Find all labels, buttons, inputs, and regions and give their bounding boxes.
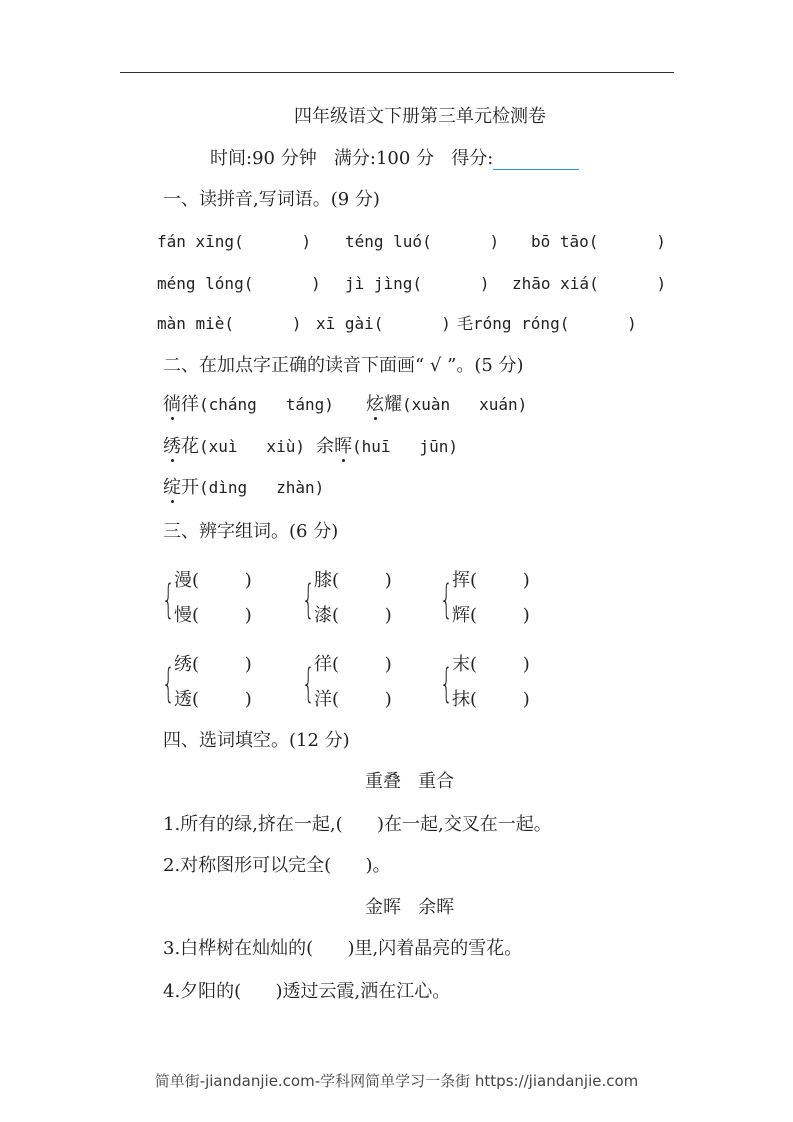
pinyin-item: màn miè( ) — [157, 314, 302, 333]
char: 漫 — [174, 570, 192, 591]
brace-icon: { — [440, 577, 453, 623]
group-row — [314, 601, 392, 627]
question-4: 4.夕阳的( )透过云霞,洒在江心。 — [163, 981, 451, 1002]
pinyin-item: 毛róng róng( ) — [457, 314, 637, 333]
pinyin-options[interactable]: (huī jūn) — [352, 437, 458, 456]
char: 花 — [181, 436, 199, 457]
group-row — [452, 685, 530, 711]
pinyin-options[interactable]: (xuàn xuán) — [402, 395, 528, 414]
answer-blank[interactable]: ( ) — [332, 605, 392, 626]
group-row — [174, 685, 252, 711]
answer-blank[interactable]: ( ) — [192, 654, 252, 675]
brace-icon: { — [302, 577, 315, 623]
answer-blank[interactable]: ( ) — [332, 689, 392, 710]
answer-blank[interactable]: ( ) — [192, 689, 252, 710]
char: 洋 — [314, 689, 332, 710]
question-2: 2.对称图形可以完全( )。 — [163, 855, 391, 876]
answer-blank[interactable]: ( ) — [332, 654, 392, 675]
group-row — [174, 566, 252, 592]
group-row — [314, 650, 392, 676]
footer-watermark: 简单街-jiandanjie.com-学科网简单学习一条街 https://jiandanjie.com — [154, 1072, 639, 1090]
group-row — [452, 601, 530, 627]
answer-blank[interactable]: ( ) — [470, 689, 530, 710]
group-row — [174, 601, 252, 627]
dotted-char: 晖 — [334, 436, 352, 457]
char: 透 — [174, 689, 192, 710]
question-3: 3.白桦树在灿灿的( )里,闪着晶亮的雪花。 — [163, 938, 523, 959]
exam-meta — [210, 148, 579, 170]
reading-item — [316, 436, 458, 458]
answer-blank[interactable]: ( ) — [192, 570, 252, 591]
section-2-heading: 二、在加点字正确的读音下面画“ √ ”。(5 分) — [163, 355, 524, 376]
char: 慢 — [174, 605, 192, 626]
pinyin-options[interactable]: (cháng táng) — [199, 395, 334, 414]
char: 耀 — [384, 394, 402, 415]
reading-item — [366, 394, 527, 416]
score-blank[interactable] — [493, 151, 579, 170]
pinyin-item: méng lóng( ) — [157, 274, 321, 293]
full-score-label: 满分:100 分 — [333, 148, 435, 169]
pinyin-options[interactable]: (xuì xiù) — [199, 437, 305, 456]
page-title: 四年级语文下册第三单元检测卷 — [294, 106, 546, 127]
char: 余 — [316, 436, 334, 457]
group-row — [314, 566, 392, 592]
char: 徉 — [181, 394, 199, 415]
pinyin-item: xī gài( ) — [316, 314, 451, 333]
time-label: 时间:90 分钟 — [210, 148, 317, 169]
reading-item — [163, 436, 305, 458]
char: 膝 — [314, 570, 332, 591]
brace-icon: { — [162, 577, 175, 623]
dotted-char: 绽 — [163, 477, 181, 498]
pinyin-item: jì jìng( ) — [345, 274, 490, 293]
char: 开 — [181, 477, 199, 498]
dotted-char: 绣 — [163, 436, 181, 457]
char: 辉 — [452, 605, 470, 626]
brace-icon: { — [440, 661, 453, 707]
char: 抹 — [452, 689, 470, 710]
brace-icon: { — [162, 661, 175, 707]
answer-blank[interactable]: ( ) — [332, 570, 392, 591]
group-row — [452, 650, 530, 676]
pinyin-item: zhāo xiá( ) — [512, 274, 667, 293]
char: 绣 — [174, 654, 192, 675]
char: 徉 — [314, 654, 332, 675]
section-4-heading: 四、选词填空。(12 分) — [163, 730, 350, 751]
brace-icon: { — [302, 661, 315, 707]
pinyin-item: fán xīng( ) — [157, 232, 312, 251]
answer-blank[interactable]: ( ) — [192, 605, 252, 626]
char: 挥 — [452, 570, 470, 591]
char: 漆 — [314, 605, 332, 626]
section-1-heading: 一、读拼音,写词语。(9 分) — [163, 189, 380, 210]
answer-blank[interactable]: ( ) — [470, 654, 530, 675]
score-label: 得分: — [451, 148, 494, 169]
answer-blank[interactable]: ( ) — [470, 570, 530, 591]
word-choices-1: 重叠 重合 — [365, 771, 455, 792]
reading-item — [163, 394, 334, 416]
char: 末 — [452, 654, 470, 675]
question-1: 1.所有的绿,挤在一起,( )在一起,交叉在一起。 — [163, 814, 552, 835]
pinyin-options[interactable]: (dìng zhàn) — [199, 478, 325, 497]
pinyin-item: téng luó( ) — [345, 232, 500, 251]
group-row — [174, 650, 252, 676]
pinyin-item: bō tāo( ) — [531, 232, 666, 251]
group-row — [452, 566, 530, 592]
answer-blank[interactable]: ( ) — [470, 605, 530, 626]
reading-item — [163, 477, 324, 499]
group-row — [314, 685, 392, 711]
word-choices-2: 金晖 余晖 — [365, 897, 455, 918]
dotted-char: 徜 — [163, 394, 181, 415]
section-3-heading: 三、辨字组词。(6 分) — [163, 521, 339, 542]
header-rule — [120, 72, 674, 73]
dotted-char: 炫 — [366, 394, 384, 415]
